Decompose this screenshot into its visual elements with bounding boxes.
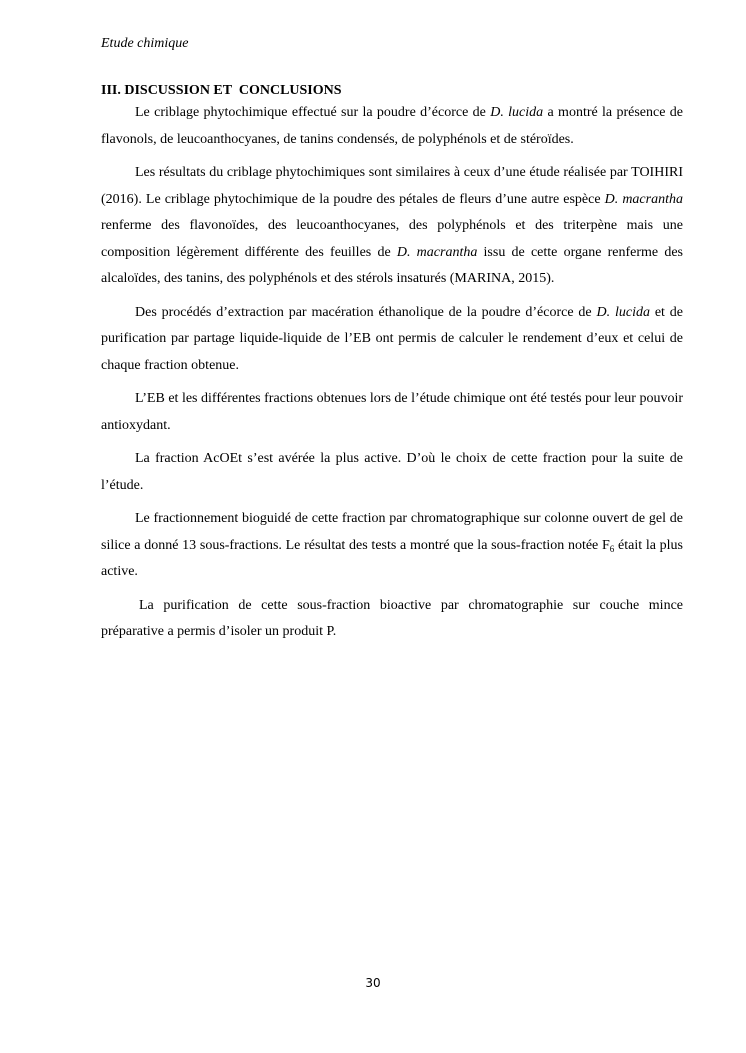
paragraph-text: La purification de cette sous-fraction bioactive par chromatographie sur couche mince préparative a permis d’isoler un produit P.: [101, 597, 683, 639]
document-body: [101, 82, 683, 646]
species-name: D. lucida: [490, 105, 544, 120]
paragraph-text: Des procédés d’extraction par macération éthanolique de la poudre d’écorce de: [135, 304, 597, 320]
running-header: Etude chimique: [101, 36, 189, 51]
paragraph-purification: [101, 593, 683, 646]
paragraph-text: a montré la présence de flavonols, de leucoanthocyanes, de tanins condensés, de polyphénols et de stéroïdes.: [101, 105, 684, 147]
section-title: III. DISCUSSION ET CONCLUSIONS: [101, 83, 342, 98]
paragraph-text: Le criblage phytochimique effectué sur la poudre d’écorce de: [135, 105, 491, 120]
paragraph-extraction: [101, 300, 683, 380]
paragraph-text: La fraction AcOEt s’est avérée la plus active. D’où le choix de cette fraction pour la suite de l’étude.: [101, 451, 683, 493]
species-name: D. lucida: [596, 304, 650, 320]
paragraph-fractionnement: [101, 506, 683, 586]
paragraph-text: Le fractionnement bioguidé de cette fraction par chromatographique sur colonne ouvert de gel de silice a donné 13 sous-fractions. Le résultat des tests a montré que la sous-fraction notée F: [101, 511, 683, 553]
paragraph-text: renferme des flavonoïdes, des leucoanthocyanes, des polyphénols et des triterpène mais une composition légèrement différente des feuilles de: [101, 218, 683, 260]
paragraph-criblage: [101, 100, 683, 153]
paragraph-text: Les résultats du criblage phytochimiques sont similaires à ceux d’une étude réalisée par TOIHIRI (2016). Le criblage phytochimique de la poudre des pétales de fleurs d’une autre espèce: [101, 165, 683, 207]
paragraph-text: L’EB et les différentes fractions obtenues lors de l’étude chimique ont été testés pour leur pouvoir antioxydant.: [101, 391, 683, 433]
page-number: 30: [365, 976, 381, 990]
paragraph-antioxydant: [101, 386, 683, 439]
paragraph-text: et de purification par partage liquide-liquide de l’EB ont permis de calculer le rendement d’eux et celui de chaque fraction obtenue.: [101, 304, 683, 373]
subscript-index: 6: [609, 543, 615, 554]
paragraph-text: était la plus active.: [101, 537, 683, 579]
species-name: D. macrantha: [604, 191, 683, 207]
paragraph-text: issu de cette organe renferme des alcaloïdes, des tanins, des polyphénols et des stérols insaturés (MARINA, 2015).: [101, 244, 683, 286]
species-name: D. macrantha: [396, 244, 478, 260]
paragraph-fraction-acoet: [101, 446, 683, 499]
paragraph-resultats: [101, 160, 683, 293]
